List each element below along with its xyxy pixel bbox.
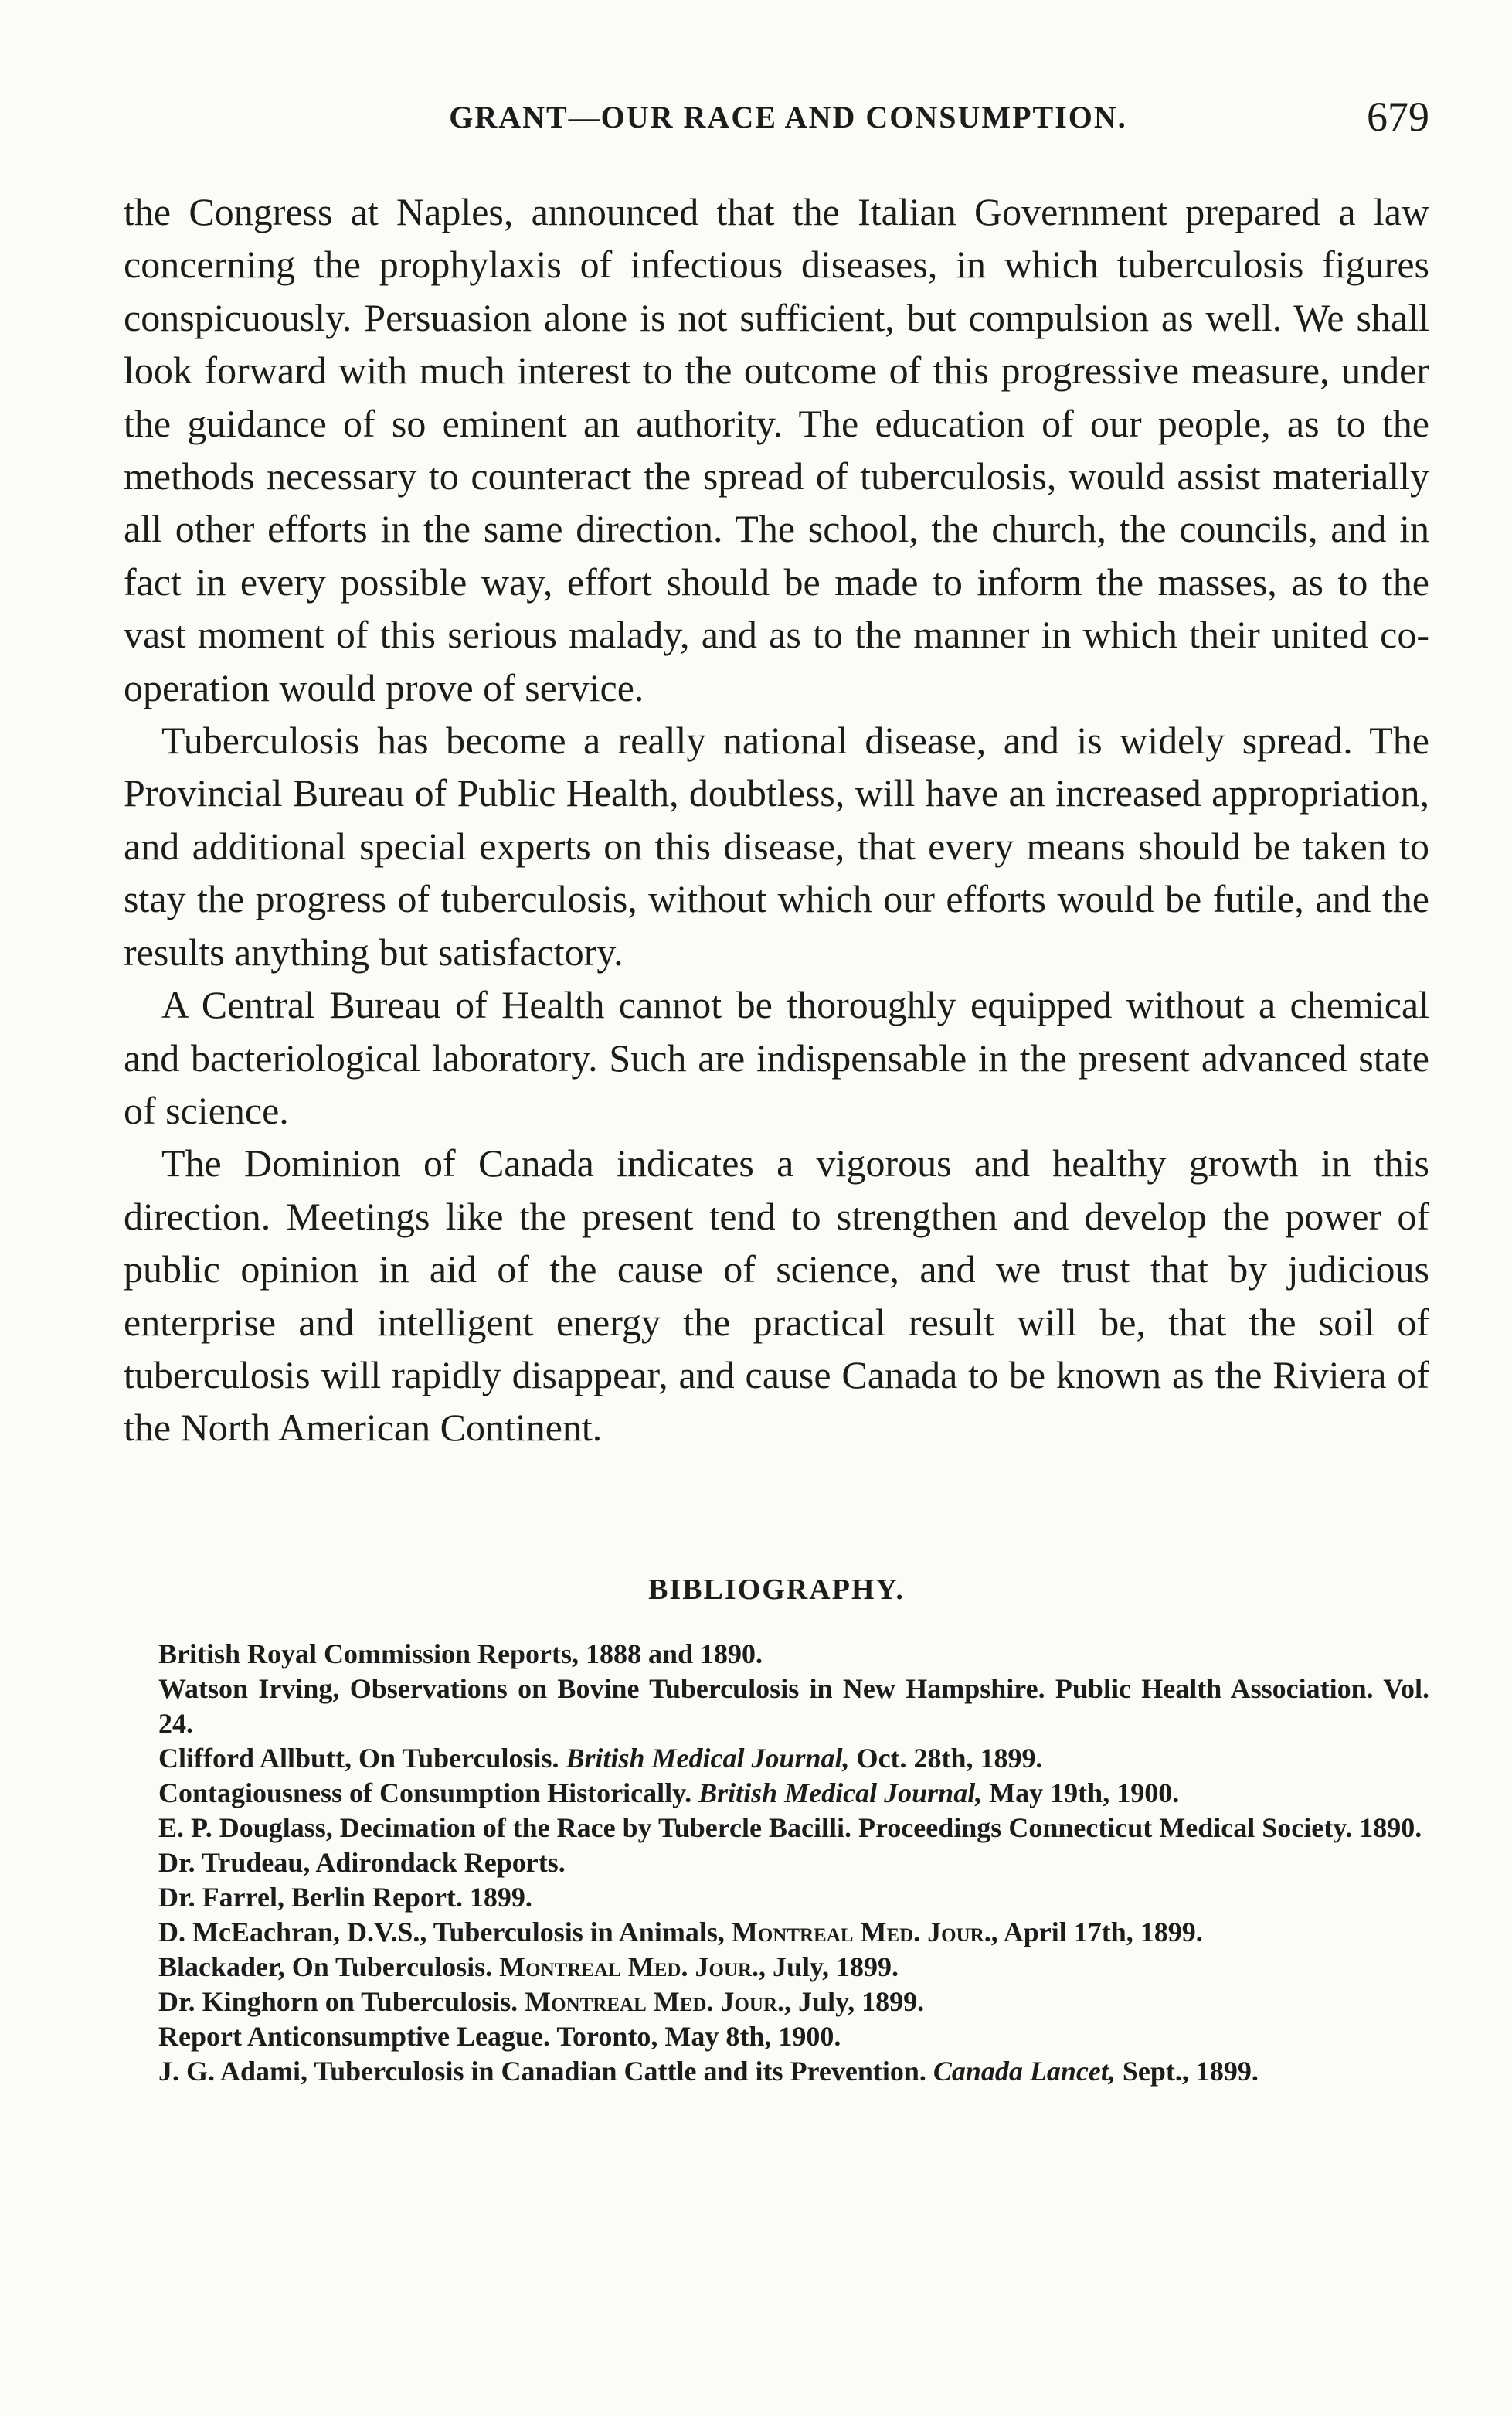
entry-text: D. McEachran, D.V.S., Tuberculosis in Animals,	[158, 1917, 732, 1947]
body-text	[124, 185, 1429, 1454]
bibliography-entry	[158, 2019, 1429, 2054]
running-header	[147, 94, 1429, 153]
paragraph: The Dominion of Canada indicates a vigorous and healthy growth in this direction. Meetings like the present tend to strengthen and develop the power of public opinion in aid of the cause of science, and we trust that by judicious enterprise and intelligent energy the practical result will be, that the soil of tuberculosis will rapidly disappear, and cause Canada to be known as the Riviera of the North American Continent.	[124, 1141, 1429, 1450]
bibliography-entry	[158, 1672, 1429, 1741]
entry-text: , July, 1899.	[759, 1951, 899, 1982]
page-number: 679	[1367, 94, 1429, 140]
entry-text: Oct. 28th, 1899.	[849, 1743, 1043, 1774]
entry-text: E. P. Douglass, Decimation of the Race by Tubercle Bacilli. Proceedings Connecticut Medical Society. 1890.	[158, 1812, 1422, 1843]
bibliography-list	[158, 1637, 1429, 2089]
bibliography-entry	[158, 1985, 1429, 2019]
journal-title: Canada Lancet,	[933, 2056, 1116, 2087]
entry-text: , April 17th, 1899.	[990, 1917, 1203, 1947]
bibliography-entry	[158, 1915, 1429, 1950]
entry-text: J. G. Adami, Tuberculosis in Canadian Cattle and its Prevention.	[158, 2056, 933, 2087]
entry-text: Dr. Trudeau, Adirondack Reports.	[158, 1847, 566, 1878]
journal-title: British Medical Journal,	[698, 1777, 983, 1808]
bibliography-entry	[158, 1880, 1429, 1915]
journal-title: Montreal Med. Jour.	[499, 1951, 759, 1982]
journal-title: British Medical Journal,	[566, 1743, 850, 1774]
entry-text: Sept., 1899.	[1115, 2056, 1259, 2087]
entry-text: , July, 1899.	[784, 1986, 925, 2017]
running-title: GRANT—OUR RACE AND CONSUMPTION.	[449, 100, 1127, 134]
bibliography-entry	[158, 2054, 1429, 2089]
entry-text: Contagiousness of Consumption Historically.	[158, 1777, 699, 1808]
entry-text: Report Anticonsumptive League. Toronto, May 8th, 1900.	[158, 2021, 841, 2052]
bibliography-entry	[158, 1811, 1429, 1845]
bibliography-entry	[158, 1637, 1429, 1672]
journal-title: Montreal Med. Jour.	[731, 1917, 991, 1947]
journal-title: Montreal Med. Jour.	[525, 1986, 785, 2017]
bibliography-entry	[158, 1776, 1429, 1811]
bibliography-entry	[158, 1950, 1429, 1985]
bibliography-entry	[158, 1741, 1429, 1776]
bibliography-heading: BIBLIOGRAPHY.	[648, 1573, 905, 1606]
bibliography-entry	[158, 1845, 1429, 1880]
paragraph: A Central Bureau of Health cannot be thoroughly equipped without a chemical and bacteriological laboratory. Such are indispensable in the present advanced state of science.	[124, 983, 1429, 1132]
paragraph: the Congress at Naples, announced that the Italian Government prepared a law concerning the prophylaxis of infectious diseases, in which tuberculosis figures conspicuously. Persuasion alone is not sufficient, but compulsion as well. We shall look forward with much interest to the outcome of this progressive measure, under the guidance of so eminent an authority. The education of our people, as to the methods necessary to counteract the spread of tuberculosis, would assist materially all other efforts in the same direction. The school, the church, the councils, and in fact in every possible way, effort should be made to inform the masses, as to the vast moment of this serious malady, and as to the manner in which their united co-operation would prove of service.	[124, 190, 1429, 709]
entry-text: Watson Irving, Observations on Bovine Tuberculosis in New Hampshire. Public Health Association. Vol. 24.	[158, 1673, 1429, 1739]
entry-text: Blackader, On Tuberculosis.	[158, 1951, 500, 1982]
entry-text: Clifford Allbutt, On Tuberculosis.	[158, 1743, 566, 1774]
entry-text: Dr. Farrel, Berlin Report. 1899.	[158, 1882, 532, 1913]
entry-text: British Royal Commission Reports, 1888 and 1890.	[158, 1638, 763, 1669]
entry-text: Dr. Kinghorn on Tuberculosis.	[158, 1986, 525, 2017]
paragraph: Tuberculosis has become a really national disease, and is widely spread. The Provincial Bureau of Public Health, doubtless, will have an increased appropriation, and additional special experts on this disease, that every means should be taken to stay the progress of tuberculosis, without which our efforts would be futile, and the results anything but satisfactory.	[124, 719, 1429, 974]
entry-text: May 19th, 1900.	[982, 1777, 1180, 1808]
